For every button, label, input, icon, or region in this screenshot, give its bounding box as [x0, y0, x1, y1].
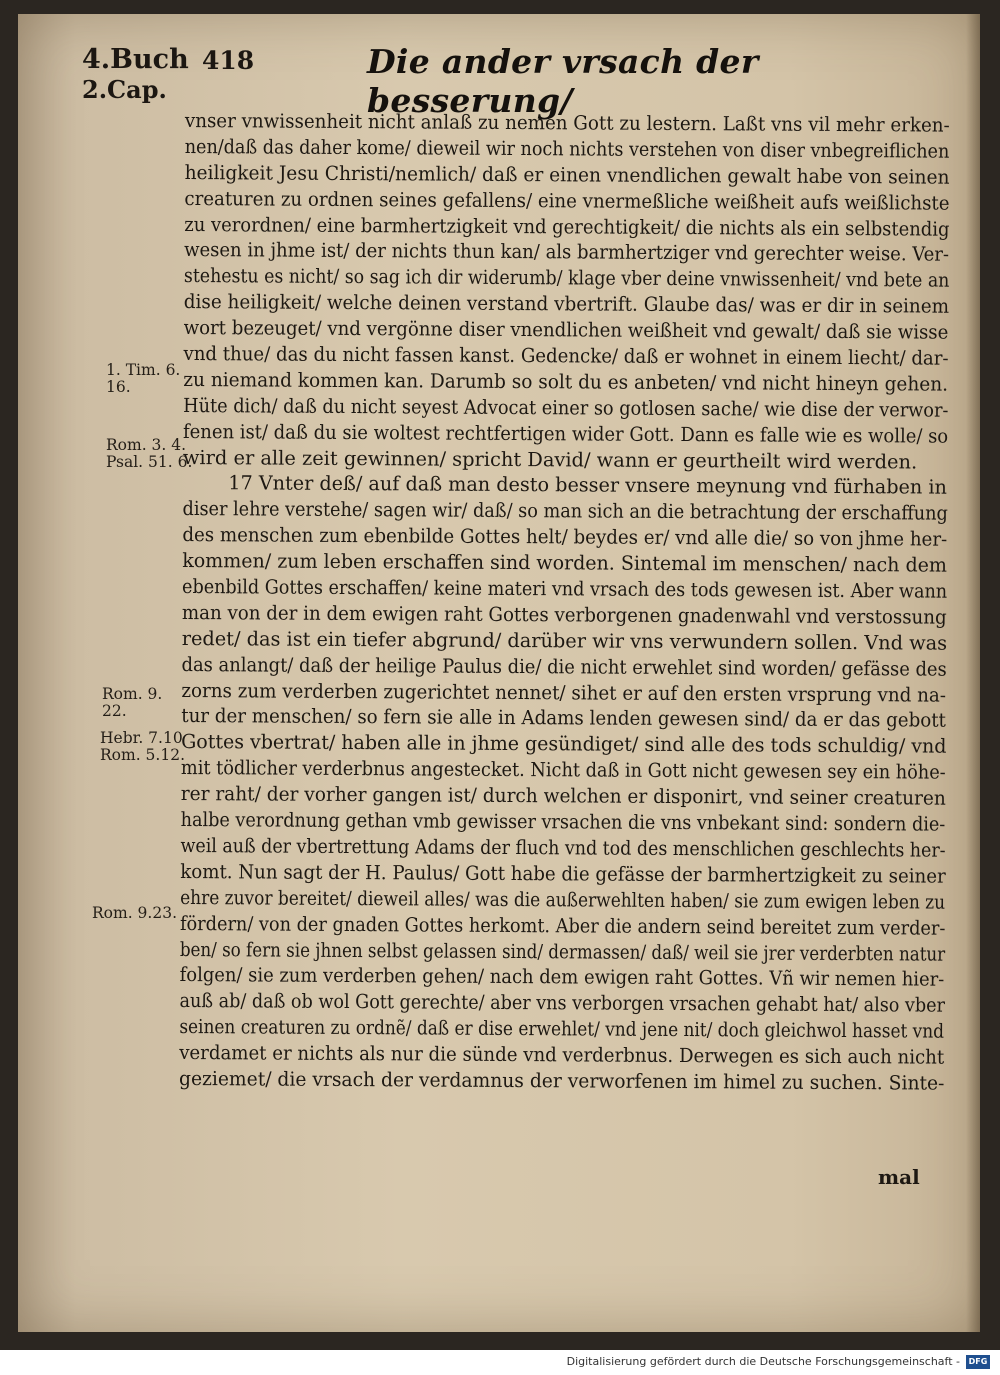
running-title: Die ander vrsach der besserung/	[367, 42, 759, 120]
text-line: fördern/ von der gnaden Gottes herkomt. Aber die andern seind bereitet zum verder-	[179, 911, 946, 940]
margin-note-4	[100, 730, 185, 764]
text-line: dise heiligkeit/ welche deinen verstand vbertrift. Glaube das/ was er dir in seinem	[183, 290, 950, 318]
text-line: wort bezeuget/ vnd vergönne diser vnendlichen weißheit vnd gewalt/ daß sie wisse	[183, 316, 949, 344]
margin-note-1	[106, 362, 180, 396]
page-number: 418	[202, 46, 255, 75]
text-line: stehestu es nicht/ so sag ich dir widerumb/ klage vber deine vnwissenheit/ vnd bete an	[183, 264, 950, 293]
text-line: nen/daß das daher kome/ dieweil wir noch nichts verstehen von diser vnbegreiflichen	[184, 134, 950, 163]
text-line: rer raht/ der vorher gangen ist/ durch welchen er disponirt, vnd seiner creaturen	[180, 782, 946, 810]
margin-note-2	[106, 437, 192, 471]
text-line: des menschen zum ebenbilde Gottes helt/ beydes er/ vnd alle die/ so von jhme her-	[182, 523, 948, 551]
text-line: zorns zum verderben zugerichtet nennet/ sihet er auf den ersten vrsprung vnd na-	[181, 678, 947, 707]
text-line: Hüte dich/ daß du nicht seyest Advocat einer so gotlosen sache/ wie dise der verwor-	[183, 393, 949, 422]
chapter-label: 2.Cap.	[82, 75, 167, 104]
text-line: mit tödlicher verderbnus angestecket. Nicht daß in Gott nicht gewesen sey ein höhe-	[180, 756, 946, 784]
text-line: wesen in jhme ist/ der nichts thun kan/ als barmhertziger vnd gerechter weise. Ver-	[184, 238, 950, 267]
margin-note-line: 1. Tim. 6.	[106, 361, 181, 379]
text-line: zu niemand kommen kan. Darumb so solt du es anbeten/ vnd nicht hineyn gehen.	[183, 367, 949, 396]
page-edge-shadow	[966, 14, 980, 1332]
text-line: kommen/ zum leben erschaffen sind worden. Sintemal im menschen/ nach dem	[182, 549, 948, 577]
text-line: komt. Nun sagt der H. Paulus/ Gott habe die gefässe der barmhertzigkeit zu seiner	[180, 859, 946, 888]
text-line: ebenbild Gottes erschaffen/ keine materi vnd vrsach des tods gewesen ist. Aber wann	[182, 575, 948, 603]
text-line: heiligkeit Jesu Christi/nemlich/ daß er einen vnendlichen gewalt habe von seinen	[184, 160, 950, 189]
text-line: fenen ist/ daß du sie woltest rechtfertigen wider Gott. Dann es falle wie es wolle/ so	[182, 419, 949, 448]
margin-note-line: 22.	[102, 702, 127, 720]
margin-note-line: 16.	[106, 378, 131, 396]
margin-note-line: Psal. 51. 6.	[106, 453, 193, 471]
paragraph-start-line: 17 Vnter deß/ auf daß man desto besser vnsere meynung vnd fürhaben in	[228, 471, 948, 500]
margin-note-line: Hebr. 7.10	[100, 729, 183, 747]
catchword: mal	[878, 1165, 920, 1189]
text-line: ehre zuvor bereitet/ dieweil alles/ was die außerwehlten haben/ sie zum ewigen leben zu	[180, 885, 946, 914]
margin-note-line: Rom. 9.23.	[92, 904, 177, 922]
text-line: man von der in dem ewigen raht Gottes verborgenen gnadenwahl vnd verstossung	[181, 600, 947, 629]
text-line: wird er alle zeit gewinnen/ spricht David/ wann er geurtheilt wird werden.	[182, 445, 918, 474]
book-label: 4.Buch	[82, 44, 189, 75]
text-line: zu verordnen/ eine barmhertzigkeit vnd gerechtigkeit/ die nichts als ein selbstendig	[184, 212, 950, 241]
dfg-logo-icon: DFG	[966, 1355, 990, 1369]
text-line: tur der menschen/ so fern sie alle in Adams lenden gewesen sind/ da er das gebott	[181, 704, 946, 733]
margin-note-line: Rom. 9.	[102, 685, 163, 703]
margin-note-line: Rom. 3. 4.	[106, 436, 187, 454]
text-line: seinen creaturen zu ordnẽ/ daß er dise erwehlet/ vnd jene nit/ doch gleichwol hasset vnd	[179, 1015, 945, 1043]
margin-note-3	[102, 686, 162, 720]
body-text	[179, 108, 950, 1096]
text-line: folgen/ sie zum verderben gehen/ nach dem ewigen raht Gottes. Vñ wir nemen hier-	[179, 963, 945, 992]
margin-note-line: Rom. 5.12.	[100, 746, 185, 764]
text-line: diser lehre verstehe/ sagen wir/ daß/ so man sich an die betrachtung der erschaffung	[182, 497, 948, 526]
text-line: geziemet/ die vrsach der verdamnus der verworfenen im himel zu suchen. Sinte-	[179, 1066, 945, 1095]
text-line: ben/ so fern sie jhnen selbst gelassen sind/ dermassen/ daß/ weil sie jrer verderbten natur	[179, 937, 946, 966]
text-line: das anlangt/ daß der heilige Paulus die/ die nicht erwehlet sind worden/ gefässe des	[181, 652, 947, 681]
text-line: creaturen zu ordnen seines gefallens/ eine vnermeßliche weißheit aufs weißlichste	[184, 186, 950, 215]
footer-credit: Digitalisierung gefördert durch die Deutsche Forschungsgemeinschaft -	[566, 1355, 960, 1368]
running-head	[82, 42, 962, 120]
text-line: vnd thue/ das du nicht fassen kanst. Gedencke/ daß er wohnet in einem liecht/ dar-	[183, 342, 949, 370]
text-line: auß ab/ daß ob wol Gott gerechte/ aber vns verborgen vrsachen gehabt hat/ also vber	[179, 989, 945, 1017]
text-line: halbe verordnung gethan vmb gewisser vrsachen die vns vnbekant sind: sondern die-	[180, 808, 946, 836]
margin-note-5	[92, 905, 177, 922]
text-line: verdamet er nichts als nur die sünde vnd verderbnus. Derwegen es sich auch nicht	[179, 1041, 945, 1069]
text-line: redet/ das ist ein tiefer abgrund/ darüber wir vns verwundern sollen. Vnd was	[181, 626, 948, 655]
text-line: weil auß der vbertrettung Adams der fluch vnd tod des menschlichen geschlechts her-	[180, 833, 946, 862]
text-line: vnser vnwissenheit nicht anlaß zu nemen Gott zu lestern. Laßt vns vil mehr erken-	[184, 108, 950, 137]
text-line: Gottes vbertrat/ haben alle in jhme gesündiget/ sind alle des tods schuldig/ vnd	[181, 730, 947, 759]
footer-bar	[0, 1350, 1000, 1375]
